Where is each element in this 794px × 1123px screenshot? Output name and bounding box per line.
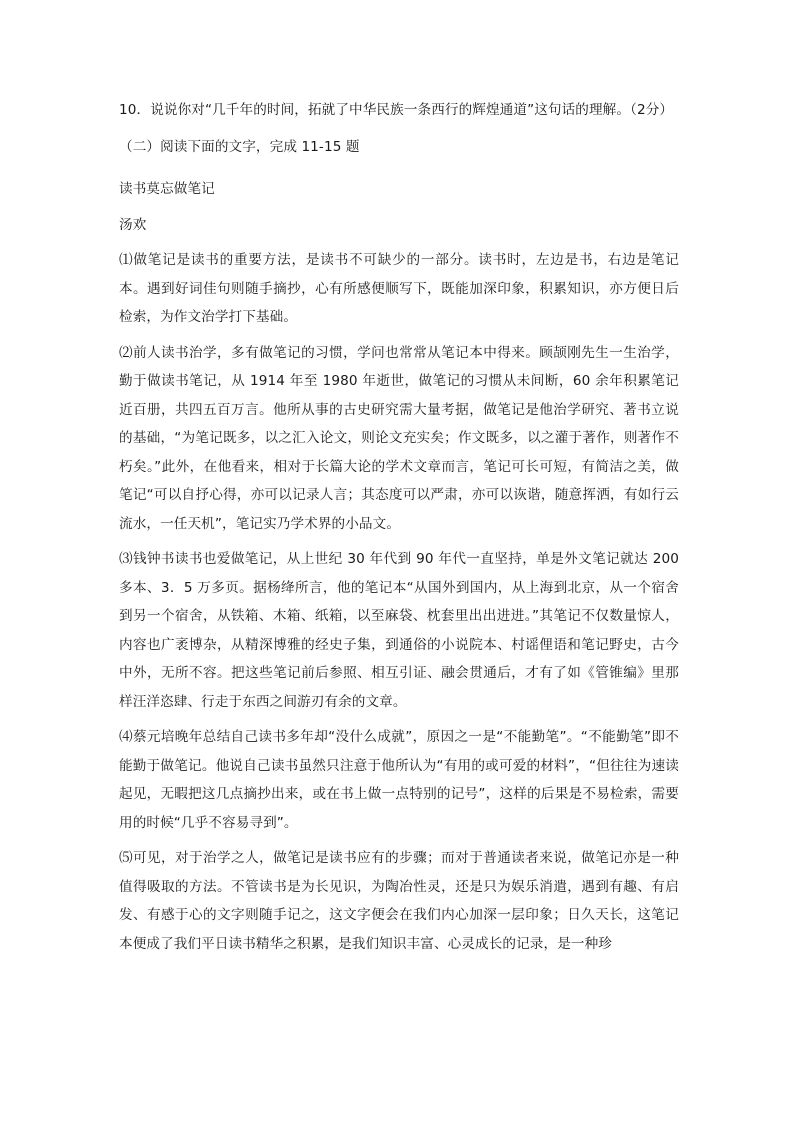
document-page	[119, 96, 679, 965]
section-heading: （二）阅读下面的文字，完成 11-15 题	[119, 138, 360, 155]
paragraph-4: ⑷蔡元培晚年总结自己读书多年却“没什么成就”，原因之一是“不能勤笔”。“不能勤笔”即不能勤于做笔记。他说自己读书虽然只注意于他所认为“有用的或可爱的材料”，“但往往为速读起见，无暇把这几点摘抄出来，或在书上做一点特别的记号”，这样的后果是不易检索，需要用的时候“几乎不容易寻到”。	[119, 729, 679, 831]
paragraph-5: ⑸可见，对于治学之人，做笔记是读书应有的步骤；而对于普通读者来说，做笔记亦是一种值得吸取的方法。不管读书是为长见识，为陶冶性灵，还是只为娱乐消遣，遇到有趣、有启发、有感于心的文字则随手记之，这文字便会在我们内心加深一层印象；日久天长，这笔记本便成了我们平日读书精华之积累，是我们知识丰富、心灵成长的记录，是一种珍	[119, 850, 679, 952]
question-10: 10．说说你对“几千年的时间，拓就了中华民族一条西行的辉煌通道”这句话的理解。（2分）	[119, 102, 674, 118]
paragraph-3: ⑶钱钟书读书也爱做笔记，从上世纪 30 年代到 90 年代一直坚持，单是外文笔记就达 200 多本、3．5 万多页。据杨绛所言，他的笔记本“从国外到国内，从上海到北京，从一个宿舍到另一个宿舍，从铁箱、木箱、纸箱，以至麻袋、枕套里出出进进。”其笔记不仅数量惊人，内容也广袤博杂，从精深博雅的经史子集，到通俗的小说院本、村谣俚语和笔记野史，古今中外，无所不容。把这些笔记前后参照、相互引证、融会贯通后，才有了如《管锥编》里那样汪洋恣肆、行走于东西之间游刃有余的文章。	[119, 551, 679, 710]
article-author: 汤欢	[119, 216, 147, 233]
paragraph-2: ⑵前人读书治学，多有做笔记的习惯，学问也常常从笔记本中得来。顾颉刚先生一生治学，勤于做读书笔记，从 1914 年至 1980 年逝世，做笔记的习惯从未间断，60 余年积累笔记近百册，共四五百万言。他所从事的古史研究需大量考据，做笔记是他治学研究、著书立说的基础，“为笔记既多，以之汇入论文，则论文充实矣；作文既多，以之灌于著作，则著作不朽矣。”此外，在他看来，相对于长篇大论的学术文章而言，笔记可长可短，有简洁之美，做笔记“可以自抒心得，亦可以记录人言；其态度可以严肃，亦可以诙谐，随意挥洒，有如行云流水，一任天机”，笔记实乃学术界的小品文。	[119, 344, 679, 532]
article-title: 读书莫忘做笔记	[119, 181, 215, 197]
paragraph-1: ⑴做笔记是读书的重要方法，是读书不可缺少的一部分。读书时，左边是书，右边是笔记本。遇到好词佳句则随手摘抄，心有所感便顺写下，既能加深印象，积累知识，亦方便日后检索，为作文治学打下基础。	[119, 252, 679, 325]
